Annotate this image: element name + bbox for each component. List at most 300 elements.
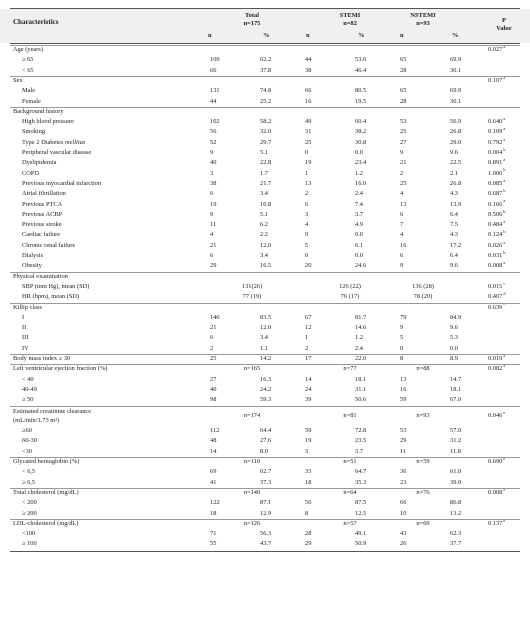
cell-n: 39 — [305, 396, 312, 404]
cell-span: n=77 — [343, 365, 357, 373]
cell-n: 8 — [305, 509, 309, 517]
cell-p-value: 0.166$^a$ — [488, 198, 506, 208]
cell-p-value: 0.046e — [488, 409, 506, 419]
section-rule — [10, 45, 520, 46]
cell-pct: 3.4 — [260, 252, 268, 259]
header-total-n-col: n — [208, 32, 212, 39]
cell-pct: 4.3 — [450, 190, 458, 198]
cell-n: 13 — [305, 179, 312, 187]
table-row — [0, 395, 530, 405]
cell-n: 55 — [210, 540, 217, 548]
cell-n: 4 — [210, 231, 214, 239]
table-header — [0, 9, 530, 43]
header-nstemi-n: n=93 — [416, 20, 430, 27]
p-footnote-marker: a — [503, 136, 506, 142]
row-label: HR (bpm), mean (SD) — [22, 293, 80, 301]
cell-pct: 12.5 — [355, 509, 367, 517]
cell-pct: 84.9 — [450, 313, 462, 321]
cell-pct: 19.5 — [355, 97, 367, 105]
cell-n: 29 — [400, 437, 407, 445]
row-label: Previous ACBP — [22, 210, 63, 218]
cell-n: 27 — [400, 138, 407, 146]
cell-pct: 8.0 — [260, 447, 268, 455]
cell-n: 20 — [305, 262, 312, 270]
row-label: III — [22, 334, 29, 342]
cell-n: 26 — [400, 540, 407, 548]
cell-n: 5 — [400, 334, 404, 342]
row-label: Dialysis — [22, 252, 43, 259]
cell-p-value: 0.026$^a$ — [488, 239, 506, 249]
cell-n: 65 — [400, 56, 407, 64]
cell-pct: 6.2 — [260, 221, 268, 229]
table-row — [0, 529, 530, 539]
cell-p-value: 0.137e — [488, 517, 506, 527]
cell-n: 67 — [305, 313, 312, 321]
cell-n: 40 — [210, 159, 217, 167]
cell-pct: 9.6 — [450, 324, 458, 332]
table-row — [0, 282, 530, 292]
cell-n: 33 — [305, 468, 312, 476]
header-stemi — [320, 12, 380, 28]
cell-n: 1 — [305, 334, 309, 342]
table-row — [0, 127, 530, 137]
cell-pct: 5.1 — [260, 210, 268, 218]
cell-pct: 17.2 — [450, 241, 462, 249]
row-label-line2: (mL/min/1.73 m²) — [13, 416, 60, 424]
p-footnote-marker: a — [503, 115, 506, 121]
table-row — [0, 148, 530, 158]
cell-pct: 61.0 — [450, 468, 462, 476]
cell-p-value: 0.008$^a$ — [488, 260, 506, 270]
cell-span: 78 (20) — [413, 293, 433, 301]
table-row — [0, 406, 530, 427]
row-label: Peripheral vascular disease — [22, 149, 92, 156]
cell-pct: 69.9 — [450, 56, 462, 64]
cell-n: 66 — [210, 66, 217, 74]
cell-pct: 30.1 — [450, 66, 462, 74]
cell-pct: 11.8 — [450, 447, 461, 455]
cell-p-value: 0.015$^c$ — [488, 280, 506, 290]
cell-pct: 0.0 — [355, 231, 363, 239]
cell-n: 59 — [400, 396, 407, 404]
cell-span: n=110 — [243, 458, 261, 465]
table-row — [0, 313, 530, 323]
cell-pct: 22.0 — [355, 355, 367, 362]
row-label: Smoking — [22, 128, 46, 136]
cell-n: 6 — [305, 200, 309, 208]
table-row — [0, 179, 530, 189]
cell-pct: 22.5 — [450, 159, 462, 167]
cell-n: 6 — [400, 210, 404, 218]
table-row — [0, 55, 530, 65]
row-label: II — [22, 324, 27, 332]
cell-n: 66 — [400, 499, 407, 507]
cell-pct: 30.1 — [450, 97, 462, 105]
header-nstemi — [393, 12, 453, 28]
cell-pct: 29.7 — [260, 138, 272, 146]
cell-pct: 58.2 — [260, 118, 272, 126]
cell-n: 24 — [305, 385, 312, 393]
header-total-pct-col: % — [263, 32, 270, 39]
cell-n: 0 — [305, 252, 309, 259]
cell-pct: 21.7 — [260, 179, 272, 187]
cell-pct: 39.0 — [450, 478, 462, 486]
cell-pct: 25.2 — [260, 97, 272, 105]
cell-p-value: 0.687$^b$ — [488, 188, 506, 198]
table-row — [0, 478, 530, 488]
section-rule — [10, 519, 520, 520]
table-row — [0, 498, 530, 508]
cell-n: 0 — [305, 149, 309, 156]
cell-p-value: 0.891$^a$ — [488, 157, 506, 167]
cell-pct: 62.7 — [260, 468, 272, 476]
cell-n: 3 — [305, 210, 309, 218]
table-row — [0, 303, 530, 313]
p-footnote-marker: a — [503, 363, 506, 369]
cell-span: n=81 — [343, 411, 357, 419]
cell-pct: 10.8 — [260, 200, 272, 208]
row-label: 60-30 — [22, 437, 37, 445]
cell-pct: 64.7 — [355, 468, 367, 476]
cell-n: 5 — [305, 241, 309, 249]
cell-n: 31 — [305, 128, 312, 136]
cell-pct: 29.0 — [450, 138, 462, 146]
cell-p-value: 0.085$^a$ — [488, 177, 506, 187]
section-rule — [10, 354, 520, 355]
header-characteristics: Characteristics — [13, 18, 59, 26]
cell-pct: 1.2 — [355, 169, 363, 177]
header-stemi-n-col: n — [306, 32, 310, 39]
row-label-italic: mellitus — [63, 138, 86, 146]
cell-pct: 23.4 — [355, 159, 367, 167]
table-row — [0, 354, 530, 364]
bottom-rule — [10, 551, 520, 552]
cell-n: 21 — [210, 241, 217, 249]
table-row — [0, 45, 530, 55]
row-label: Dyslipidemia — [22, 159, 57, 167]
cell-n: 14 — [210, 447, 217, 455]
row-label: <100 — [22, 530, 36, 538]
table-row — [0, 117, 530, 127]
cell-span: 131(26) — [241, 282, 263, 290]
cell-pct: 64.4 — [260, 427, 272, 435]
row-label: Previous stroke — [22, 221, 62, 229]
p-footnote-marker: b — [503, 167, 506, 173]
cell-n: 18 — [210, 509, 217, 517]
cell-n: 48 — [210, 437, 217, 445]
cell-n: 109 — [210, 56, 220, 64]
cell-n: 25 — [210, 355, 217, 362]
section-rule — [10, 364, 520, 365]
p-footnote-marker: a — [503, 218, 506, 224]
cell-n: 66 — [305, 87, 312, 95]
cell-span: n=69 — [416, 519, 430, 527]
cell-n: 71 — [210, 530, 217, 538]
cell-pct: 38.2 — [355, 128, 367, 136]
p-footnote-marker: e — [503, 409, 506, 415]
cell-pct: 53.6 — [355, 56, 367, 64]
cell-p-value: 0.484$^a$ — [488, 218, 506, 229]
cell-pct: 1.7 — [260, 169, 268, 177]
section-rule — [10, 272, 520, 273]
row-label: < 65 — [22, 66, 34, 74]
cell-n: 0 — [400, 344, 404, 352]
cell-pct: 24.6 — [355, 262, 367, 270]
p-footnote-marker: e — [503, 486, 506, 492]
table-row — [0, 539, 530, 549]
cell-n: 25 — [400, 128, 407, 136]
cell-pct: 6.4 — [450, 252, 458, 259]
header-nstemi-label: NSTEMI — [410, 12, 436, 19]
cell-n: 41 — [210, 478, 217, 486]
cell-n: 79 — [400, 313, 407, 321]
row-label: Background history — [13, 107, 64, 115]
row-label: Type 2 Diabetes mellitus — [22, 138, 86, 146]
header-p: P — [502, 17, 506, 24]
cell-n: 9 — [210, 210, 214, 218]
p-footnote-marker: e — [503, 517, 506, 523]
cell-n: 16 — [400, 385, 407, 393]
cell-pct: 16.3 — [260, 375, 272, 383]
cell-pct: 14.7 — [450, 375, 462, 383]
cell-pct: 43.7 — [260, 540, 272, 548]
cell-p-value: 0.109$^a$ — [488, 126, 506, 136]
cell-pct: 62.2 — [260, 56, 272, 64]
cell-pct: 80.5 — [355, 87, 367, 95]
cell-span: 126 (22) — [339, 282, 361, 290]
table-row — [0, 447, 530, 457]
cell-n: 56 — [305, 499, 312, 507]
cell-pct: 22.8 — [260, 159, 272, 167]
cell-pct: 26.8 — [450, 179, 462, 187]
cell-p-value: 0.124$^b$ — [488, 229, 506, 239]
row-label: ≥ 6,5 — [22, 478, 36, 486]
cell-n: 38 — [210, 179, 217, 187]
cell-n: 7 — [400, 221, 404, 229]
cell-n: 21 — [210, 324, 217, 332]
cell-pct: 2.4 — [355, 344, 363, 352]
cell-pct: 18.1 — [355, 375, 367, 383]
table-row — [0, 66, 530, 76]
cell-n: 36 — [400, 468, 407, 476]
cell-n: 6 — [400, 252, 404, 259]
cell-pct: 31.2 — [450, 437, 462, 445]
row-label-line1: Estimated creatinine clearance — [13, 407, 92, 415]
cell-pct: 56.9 — [450, 118, 462, 126]
cell-n: 56 — [210, 128, 217, 136]
cell-n: 10 — [400, 509, 407, 517]
table-row — [0, 97, 530, 107]
row-label: I — [22, 313, 25, 321]
cell-n: 16 — [400, 241, 407, 249]
cell-span: 76 (17) — [340, 293, 360, 301]
cell-pct: 24.2 — [260, 385, 272, 393]
table-row — [0, 210, 530, 220]
cell-n: 9 — [400, 324, 404, 332]
table-row — [0, 292, 530, 302]
table-row — [0, 375, 530, 385]
p-footnote-marker: b — [503, 249, 506, 255]
cell-pct: 1.2 — [355, 334, 363, 342]
cell-pct: 87.5 — [355, 499, 367, 507]
cell-pct: 3.4 — [260, 334, 268, 342]
cell-pct: 4.3 — [450, 231, 458, 239]
p-footnote-marker: a — [503, 260, 506, 266]
cell-n: 13 — [400, 375, 407, 383]
cell-pct: 32.0 — [260, 128, 272, 136]
cell-n: 1 — [305, 169, 309, 177]
cell-pct: 18.1 — [450, 385, 462, 393]
cell-p-value: 0.019$^a$ — [488, 352, 506, 362]
cell-pct: 5.3 — [450, 334, 458, 342]
cell-n: 14 — [305, 375, 312, 383]
cell-n: 49 — [305, 118, 312, 126]
row-label: Body mass index ≥ 30 — [13, 355, 71, 362]
cell-n: 40 — [210, 385, 217, 393]
cell-span: n=88 — [416, 365, 430, 373]
cell-n: 102 — [210, 118, 220, 126]
cell-n: 2 — [305, 344, 309, 352]
cell-n: 65 — [400, 87, 407, 95]
cell-p-value: 0.031$^b$ — [488, 249, 506, 259]
cell-pct: 83.5 — [260, 313, 272, 321]
cell-span: 136 (28) — [412, 282, 434, 290]
cell-n: 25 — [400, 179, 407, 187]
cell-n: 44 — [305, 56, 312, 64]
table-row — [0, 364, 530, 374]
p-footnote-marker: a — [503, 352, 506, 358]
cell-pct: 37.3 — [260, 478, 272, 486]
cell-pct: 12.0 — [260, 324, 272, 332]
cell-pct: 6.4 — [450, 210, 458, 218]
cell-pct: 49.1 — [355, 530, 367, 538]
cell-n: 19 — [305, 159, 312, 167]
cell-pct: 23.5 — [355, 437, 367, 445]
cell-n: 4 — [400, 231, 404, 239]
cell-pct: 0.0 — [355, 149, 363, 156]
row-label: Physical examination — [13, 272, 68, 280]
cell-n: 4 — [305, 221, 309, 229]
section-rule — [10, 107, 520, 108]
row-label: Female — [22, 97, 41, 105]
cell-pct: 3.7 — [355, 210, 363, 218]
row-label: < 6,5 — [22, 468, 36, 476]
table-row — [0, 467, 530, 477]
cell-n: 28 — [400, 66, 407, 74]
header-nstemi-pct-col: % — [452, 32, 459, 39]
cell-pct: 14.6 — [355, 324, 367, 332]
cell-p-value: 1.000$^b$ — [488, 167, 506, 177]
cell-span: 77 (19) — [242, 293, 262, 301]
row-label: Obesity — [22, 262, 42, 270]
cell-pct: 7.5 — [450, 221, 458, 229]
row-label: <30 — [22, 447, 32, 455]
table-row — [0, 107, 530, 117]
cell-p-value: 0.639e — [488, 301, 506, 311]
cell-span: n=140 — [243, 488, 261, 496]
cell-pct: 26.8 — [450, 128, 462, 136]
row-label: Chronic renal failure — [22, 241, 76, 249]
cell-pct: 56.3 — [260, 530, 272, 538]
p-footnote-marker: a — [503, 239, 506, 245]
cell-pct: 59.3 — [260, 396, 272, 404]
header-total-label: Total — [245, 12, 259, 19]
cell-p-value: 0.107$^a$ — [488, 74, 506, 84]
cell-n: 9 — [400, 149, 404, 156]
cell-p-value: 0.908e — [488, 486, 506, 496]
cell-pct: 13.2 — [450, 509, 462, 517]
cell-n: 29 — [210, 262, 217, 270]
header-value: Value — [496, 25, 512, 32]
cell-span: n=59 — [416, 458, 430, 465]
p-footnote-marker: e — [503, 455, 506, 461]
cell-pct: 14.2 — [260, 355, 272, 362]
cell-pct: 4.9 — [355, 221, 363, 229]
row-label: Age (years) — [13, 46, 43, 53]
cell-pct: 16.0 — [355, 179, 367, 187]
cell-n: 19 — [305, 437, 312, 445]
cell-pct: 86.8 — [450, 499, 462, 507]
cell-n: 131 — [210, 87, 220, 95]
cell-n: 98 — [210, 396, 217, 404]
table-row — [0, 169, 530, 179]
cell-pct: 12.0 — [260, 241, 272, 249]
cell-n: 53 — [400, 118, 407, 126]
cell-pct: 60.4 — [355, 118, 367, 126]
section-rule — [10, 406, 520, 407]
row-label: ≥60 — [22, 427, 32, 435]
cell-n: 112 — [210, 427, 220, 435]
cell-n: 17 — [305, 355, 312, 362]
cell-pct: 12.9 — [260, 509, 272, 517]
cell-n: 25 — [305, 138, 312, 146]
cell-pct: 50.6 — [355, 396, 367, 404]
cell-n: 53 — [400, 427, 407, 435]
cell-n: 12 — [305, 324, 312, 332]
cell-pct: 62.3 — [450, 530, 462, 538]
table-row — [0, 333, 530, 343]
table-row — [0, 230, 530, 240]
cell-p-value: 0.792$^a$ — [488, 136, 506, 146]
header-stemi-n: n=82 — [343, 20, 357, 27]
cell-n: 28 — [305, 530, 312, 538]
cell-pct: 31.1 — [355, 385, 367, 393]
p-footnote-marker: a — [503, 43, 506, 49]
header-p-value — [480, 17, 528, 33]
cell-n: 146 — [210, 313, 220, 321]
row-label: Sex — [13, 76, 23, 84]
cell-n: 11 — [210, 221, 217, 229]
cell-n: 2 — [305, 190, 309, 198]
cell-n: 28 — [400, 97, 407, 105]
row-label: SBP (mm Hg), mean (SD) — [22, 282, 90, 290]
p-footnote-marker: b — [503, 146, 506, 152]
table-row — [0, 86, 530, 96]
cell-n: 6 — [210, 252, 214, 259]
p-footnote-marker: d — [503, 291, 506, 297]
table-row — [0, 436, 530, 446]
row-label: IV — [22, 344, 29, 352]
header-stemi-label: STEMI — [339, 12, 361, 19]
header-nstemi-n-col: n — [400, 32, 404, 39]
cell-pct: 2.2 — [260, 231, 268, 239]
table-row — [0, 519, 530, 529]
cell-n: 19 — [210, 200, 217, 208]
p-footnote-marker: b — [503, 188, 506, 194]
p-footnote-marker: c — [503, 280, 506, 286]
cell-pct: 46.4 — [355, 66, 367, 74]
cell-p-value: 0.690e — [488, 455, 506, 465]
